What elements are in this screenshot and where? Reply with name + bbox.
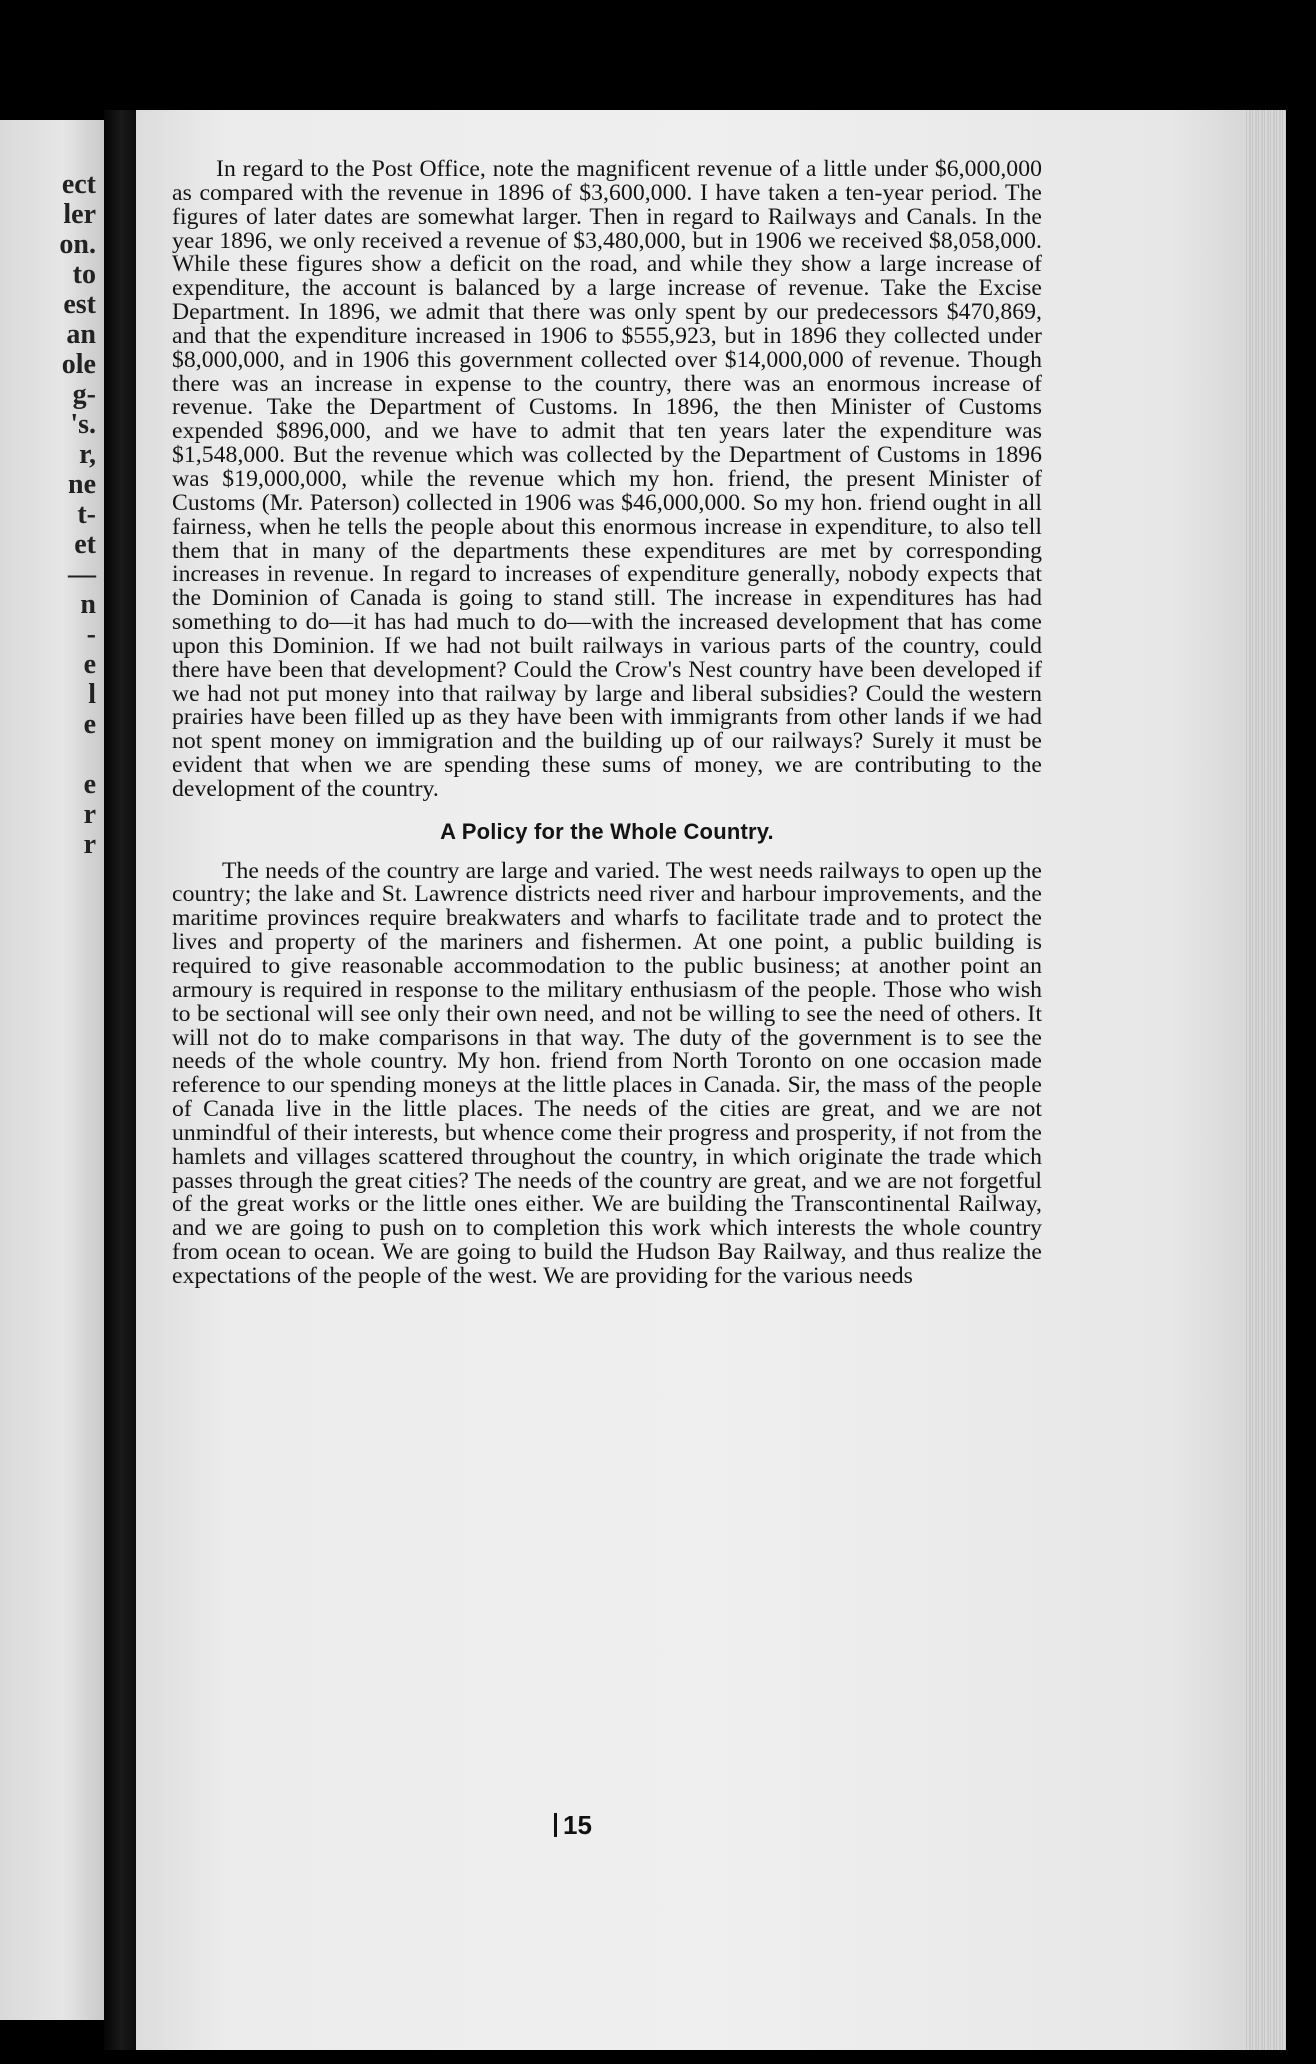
margin-fragment: n — [80, 589, 96, 620]
paragraph-needs-of-country: The needs of the country are large and varied. The west needs railways to open up the country; the lake and St. Lawrence districts need river and harbour improvements, and the maritime provinces require breakwaters and wharfs to facilitate trade and to protect the lives and property of the mariners and fishermen. At one point, a public building is required to give reasonable accommodation to the public business; at another point an armoury is required in response to the military enthusiasm of the people. Those who wish to be sectional will see only their own need, and not be willing to see the need of others. It will not do to make comparisons in that way. The duty of the government is to see the needs of the whole country. My hon. friend from North Toronto on one occasion made reference to our spending moneys at the little places in Canada. Sir, the mass of the people of Canada live in the little places. The needs of the cities are great, and we are not unmindful of their interests, but whence come their progress and prosperity, if not from the hamlets and villages scattered throughout the country, in which originate the trade which passes through the great cities? The needs of the country are great, and we are not forgetful of the great works or the little ones either. We are building the Transcontinental Railway, and we are going to push on to completion this work which interests the whole country from ocean to ocean. We are going to build the Hudson Bay Railway, and thus realize the expectations of the people of the west. We are providing for the various needs — [172, 857, 1042, 1289]
section-heading: A Policy for the Whole Country. — [440, 818, 774, 844]
margin-fragment: e — [83, 769, 96, 800]
margin-fragment: ole — [61, 349, 96, 380]
margin-fragment: r, — [79, 439, 96, 470]
margin-fragment: l — [88, 679, 96, 710]
paragraph-post-office-revenue: In regard to the Post Office, note the magnificent revenue of a little under $6,000,000 as compared with the revenue in 1896 of $3,600,000. I have taken a ten-year period. The figures of later dates are somewhat larger. Then in regard to Railways and Canals. In the year 1896, we only received a revenue of $3,480,000, but in 1906 we received $8,058,000. While these figures show a deficit on the road, and while they show a large increase of expenditure, the account is balanced by a large increase of revenue. Take the Excise Department. In 1896, we admit that there was only spent by our predecessors $470,869, and that the expenditure increased in 1906 to $555,923, but in 1896 they collected under $8,000,000, and in 1906 this government collected over $14,000,000 of revenue. Though there was an increase in expense to the country, there was an enormous increase of revenue. Take the Department of Customs. In 1896, the then Minister of Customs expended $896,000, and we have to admit that ten years later the expenditure was $1,548,000. But the revenue which was collected by the Department of Customs in 1896 was $19,000,000, while the revenue which my hon. friend, the present Minister of Customs (Mr. Paterson) collected in 1906 was $46,000,000. So my hon. friend ought in all fairness, when he tells the people about this enormous increase in expenditure, to also tell them that in many of the departments these expenditures are met by corresponding increases in revenue. In regard to increases of expenditure generally, nobody expects that the Dominion of Canada is going to stand still. The increase in expenditures has had something to do—it has had much to do—with the increased development that has come upon this Dominion. If we had not built railways in various parts of the country, could there have been that development? Could the Crow's Nest country have been developed if we had not put money into that railway by large and liberal subsidies? Could the western prairies have been filled up as they have been with immigrants from other lands if we had not spent money on immigration and the building up of our railways? Surely it must be evident that when we are spending these sums of money, we are contributing to the development of the country. — [172, 156, 1042, 802]
previous-page-margin — [0, 120, 104, 2020]
margin-fragment: to — [72, 259, 96, 290]
margin-fragment: an — [66, 319, 96, 350]
book-gutter — [104, 110, 138, 2050]
margin-fragment: r — [83, 799, 96, 830]
margin-fragment: ler — [63, 199, 96, 230]
margin-fragment: et — [74, 529, 96, 560]
margin-fragment: - — [86, 619, 96, 650]
margin-fragment: est — [63, 289, 96, 320]
page-number: 15 — [554, 1810, 592, 1841]
margin-fragment: 's. — [70, 409, 96, 440]
page-edge — [1246, 110, 1286, 2050]
document-page — [136, 110, 1286, 2050]
margin-fragment: ect — [61, 169, 96, 200]
margin-fragment: e — [83, 649, 96, 680]
margin-fragment: t- — [77, 499, 96, 530]
margin-fragment: on. — [59, 229, 96, 260]
body-text — [172, 158, 1042, 1289]
margin-fragment: g- — [72, 379, 96, 410]
margin-fragment: e — [83, 709, 96, 740]
margin-fragment: r — [83, 829, 96, 860]
margin-fragment: — — [68, 559, 96, 590]
margin-fragment: ne — [68, 469, 96, 500]
